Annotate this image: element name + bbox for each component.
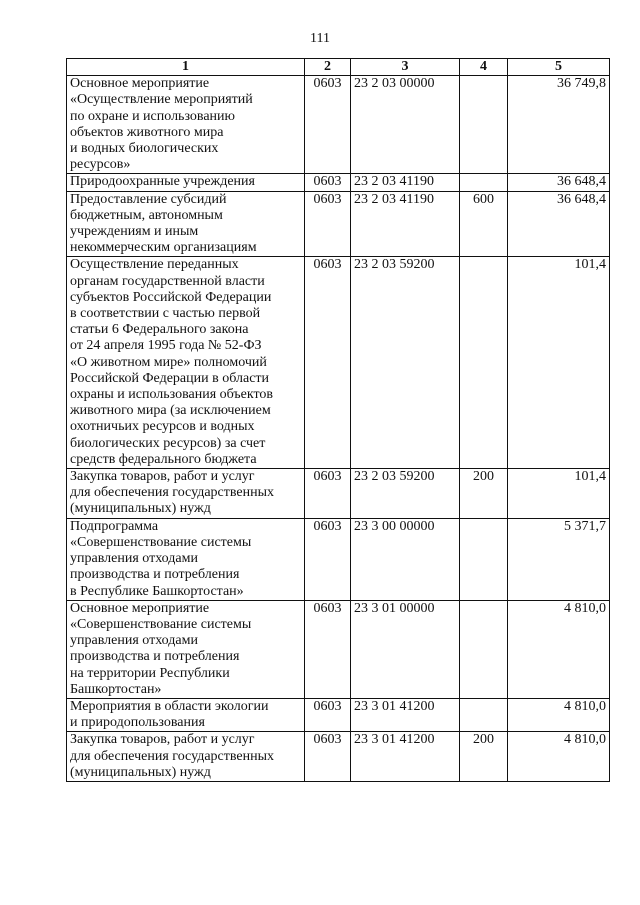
table-row (67, 698, 610, 731)
row-amount: 5 371,7 (508, 518, 610, 600)
row-target: 23 2 03 59200 (351, 257, 460, 469)
row-section: 0603 (305, 732, 351, 782)
row-expense-type (460, 518, 508, 600)
row-name: Осуществление переданных органам государственной власти субъектов Российской Федерации в соответствии с частью первой статьи 6 Федерального закона от 24 апреля 1995 года № 52-ФЗ «О животном мире» полномочий Российской Федерации в области охраны и использования объектов животного мира (за исключением охотничьих ресурсов и водных биологических ресурсов) за счет средств федерального бюджета (67, 257, 305, 469)
row-name: Мероприятия в области экологии и природопользования (67, 698, 305, 731)
row-target: 23 2 03 41190 (351, 174, 460, 191)
row-amount: 36 648,4 (508, 191, 610, 257)
row-target: 23 2 03 00000 (351, 76, 460, 174)
row-expense-type (460, 600, 508, 698)
table-row (67, 174, 610, 191)
header-col-expense-type: 4 (460, 59, 508, 76)
page-number: 111 (310, 31, 330, 46)
row-expense-type: 200 (460, 732, 508, 782)
row-name: Закупка товаров, работ и услуг для обеспечения государственных (муниципальных) нужд (67, 732, 305, 782)
header-col-amount: 5 (508, 59, 610, 76)
row-section: 0603 (305, 698, 351, 731)
row-expense-type (460, 76, 508, 174)
row-section: 0603 (305, 600, 351, 698)
budget-table (66, 58, 610, 782)
row-amount: 4 810,0 (508, 732, 610, 782)
row-section: 0603 (305, 76, 351, 174)
row-target: 23 3 00 00000 (351, 518, 460, 600)
row-expense-type (460, 174, 508, 191)
row-section: 0603 (305, 257, 351, 469)
row-target: 23 3 01 00000 (351, 600, 460, 698)
row-amount: 4 810,0 (508, 698, 610, 731)
row-expense-type (460, 698, 508, 731)
row-name: Природоохранные учреждения (67, 174, 305, 191)
row-target: 23 2 03 59200 (351, 469, 460, 519)
row-target: 23 3 01 41200 (351, 698, 460, 731)
row-section: 0603 (305, 518, 351, 600)
row-amount: 4 810,0 (508, 600, 610, 698)
row-name: Закупка товаров, работ и услуг для обеспечения государственных (муниципальных) нужд (67, 469, 305, 519)
table-row (67, 76, 610, 174)
table-row (67, 191, 610, 257)
header-col-target: 3 (351, 59, 460, 76)
row-amount: 36 749,8 (508, 76, 610, 174)
row-name: Основное мероприятие «Совершенствование системы управления отходами производства и потребления на территории Республики Башкортостан» (67, 600, 305, 698)
table-row (67, 600, 610, 698)
row-expense-type (460, 257, 508, 469)
row-target: 23 3 01 41200 (351, 732, 460, 782)
row-name: Основное мероприятие «Осуществление мероприятий по охране и использованию объектов животного мира и водных биологических ресурсов» (67, 76, 305, 174)
row-section: 0603 (305, 191, 351, 257)
table-row (67, 469, 610, 519)
header-col-section: 2 (305, 59, 351, 76)
table-row (67, 257, 610, 469)
table-row (67, 518, 610, 600)
row-section: 0603 (305, 174, 351, 191)
row-amount: 101,4 (508, 257, 610, 469)
row-amount: 101,4 (508, 469, 610, 519)
row-expense-type: 600 (460, 191, 508, 257)
row-target: 23 2 03 41190 (351, 191, 460, 257)
row-name: Предоставление субсидий бюджетным, автономным учреждениям и иным некоммерческим организациям (67, 191, 305, 257)
header-col-name: 1 (67, 59, 305, 76)
header-row (67, 59, 610, 76)
row-amount: 36 648,4 (508, 174, 610, 191)
row-section: 0603 (305, 469, 351, 519)
row-name: Подпрограмма «Совершенствование системы управления отходами производства и потребления в Республике Башкортостан» (67, 518, 305, 600)
table-row (67, 732, 610, 782)
row-expense-type: 200 (460, 469, 508, 519)
